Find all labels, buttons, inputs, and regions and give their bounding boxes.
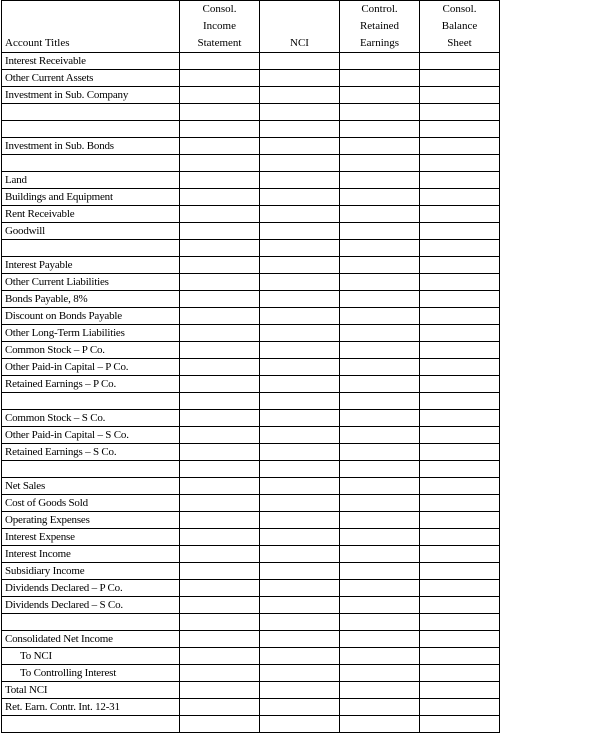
nci-cell[interactable] bbox=[260, 461, 340, 478]
control-retained-earnings-cell[interactable] bbox=[340, 223, 420, 240]
consol-balance-sheet-cell[interactable] bbox=[420, 104, 500, 121]
account-title-cell: Land bbox=[2, 172, 180, 189]
consol-income-statement-cell[interactable] bbox=[180, 546, 260, 563]
consol-balance-sheet-cell[interactable] bbox=[420, 529, 500, 546]
control-retained-earnings-cell[interactable] bbox=[340, 257, 420, 274]
table-row bbox=[2, 359, 500, 376]
control-retained-earnings-cell[interactable] bbox=[340, 104, 420, 121]
consol-balance-sheet-cell[interactable] bbox=[420, 325, 500, 342]
account-title-cell bbox=[2, 240, 180, 257]
control-retained-earnings-cell[interactable] bbox=[340, 716, 420, 733]
consol-income-statement-cell[interactable] bbox=[180, 614, 260, 631]
table-row bbox=[2, 325, 500, 342]
nci-cell[interactable] bbox=[260, 240, 340, 257]
nci-cell[interactable] bbox=[260, 155, 340, 172]
consol-balance-sheet-cell[interactable] bbox=[420, 461, 500, 478]
table-row bbox=[2, 274, 500, 291]
consol-income-statement-cell[interactable] bbox=[180, 172, 260, 189]
table-row bbox=[2, 546, 500, 563]
account-title-cell: Other Current Assets bbox=[2, 70, 180, 87]
nci-cell[interactable] bbox=[260, 563, 340, 580]
column-header-line: Consol. bbox=[442, 3, 477, 15]
consol-balance-sheet-cell[interactable] bbox=[420, 410, 500, 427]
consol-balance-sheet-cell[interactable] bbox=[420, 478, 500, 495]
control-retained-earnings-cell[interactable] bbox=[340, 495, 420, 512]
control-retained-earnings-cell[interactable] bbox=[340, 563, 420, 580]
control-retained-earnings-cell[interactable] bbox=[340, 614, 420, 631]
account-title-cell: Other Long-Term Liabilities bbox=[2, 325, 180, 342]
column-header-line: Income bbox=[203, 20, 236, 32]
nci-cell[interactable] bbox=[260, 87, 340, 104]
nci-cell[interactable] bbox=[260, 495, 340, 512]
table-row bbox=[2, 393, 500, 410]
control-retained-earnings-cell[interactable] bbox=[340, 478, 420, 495]
account-title-cell: Dividends Declared – S Co. bbox=[2, 597, 180, 614]
consol-balance-sheet-cell[interactable] bbox=[420, 240, 500, 257]
column-header-line: Statement bbox=[197, 37, 242, 49]
account-title-cell: Dividends Declared – P Co. bbox=[2, 580, 180, 597]
nci-cell[interactable] bbox=[260, 274, 340, 291]
control-retained-earnings-cell[interactable] bbox=[340, 682, 420, 699]
table-row bbox=[2, 70, 500, 87]
consol-balance-sheet-cell[interactable] bbox=[420, 342, 500, 359]
table-row bbox=[2, 87, 500, 104]
control-retained-earnings-cell[interactable] bbox=[340, 648, 420, 665]
table-row bbox=[2, 376, 500, 393]
nci-cell[interactable] bbox=[260, 291, 340, 308]
nci-cell[interactable] bbox=[260, 70, 340, 87]
consol-balance-sheet-cell[interactable] bbox=[420, 172, 500, 189]
account-title-cell: Interest Income bbox=[2, 546, 180, 563]
account-title-cell: Consolidated Net Income bbox=[2, 631, 180, 648]
table-row bbox=[2, 580, 500, 597]
account-title-cell: Ret. Earn. Contr. Int. 12-31 bbox=[2, 699, 180, 716]
consol-income-statement-cell[interactable] bbox=[180, 53, 260, 70]
control-retained-earnings-cell[interactable] bbox=[340, 206, 420, 223]
consol-balance-sheet-cell[interactable] bbox=[420, 427, 500, 444]
consol-income-statement-cell[interactable] bbox=[180, 206, 260, 223]
consol-income-statement-cell[interactable] bbox=[180, 478, 260, 495]
table-row bbox=[2, 189, 500, 206]
account-title-cell: Common Stock – S Co. bbox=[2, 410, 180, 427]
control-retained-earnings-cell[interactable] bbox=[340, 274, 420, 291]
header-row bbox=[2, 1, 500, 53]
consol-income-statement-cell[interactable] bbox=[180, 342, 260, 359]
nci-cell[interactable] bbox=[260, 699, 340, 716]
control-retained-earnings-cell[interactable] bbox=[340, 172, 420, 189]
consol-balance-sheet-cell[interactable] bbox=[420, 189, 500, 206]
nci-cell[interactable] bbox=[260, 410, 340, 427]
consol-balance-sheet-cell[interactable] bbox=[420, 631, 500, 648]
nci-cell[interactable] bbox=[260, 376, 340, 393]
table-row bbox=[2, 155, 500, 172]
table-row bbox=[2, 121, 500, 138]
account-title-cell: Goodwill bbox=[2, 223, 180, 240]
nci-cell[interactable] bbox=[260, 53, 340, 70]
table-row bbox=[2, 529, 500, 546]
control-retained-earnings-cell[interactable] bbox=[340, 427, 420, 444]
consol-balance-sheet-cell[interactable] bbox=[420, 206, 500, 223]
consol-income-statement-cell[interactable] bbox=[180, 563, 260, 580]
column-header-consol-income-statement bbox=[180, 1, 260, 53]
account-title-cell: Total NCI bbox=[2, 682, 180, 699]
consol-balance-sheet-cell[interactable] bbox=[420, 87, 500, 104]
account-title-cell: Investment in Sub. Company bbox=[2, 87, 180, 104]
table-row bbox=[2, 512, 500, 529]
column-header-line: Balance bbox=[441, 20, 478, 32]
nci-cell[interactable] bbox=[260, 138, 340, 155]
column-header-account-titles: Account Titles bbox=[2, 1, 180, 53]
nci-cell[interactable] bbox=[260, 631, 340, 648]
consol-income-statement-cell[interactable] bbox=[180, 444, 260, 461]
consol-balance-sheet-cell[interactable] bbox=[420, 308, 500, 325]
consol-income-statement-cell[interactable] bbox=[180, 257, 260, 274]
nci-cell[interactable] bbox=[260, 223, 340, 240]
consol-income-statement-cell[interactable] bbox=[180, 512, 260, 529]
table-row bbox=[2, 257, 500, 274]
account-title-cell: Other Paid-in Capital – S Co. bbox=[2, 427, 180, 444]
consol-income-statement-cell[interactable] bbox=[180, 393, 260, 410]
consol-balance-sheet-cell[interactable] bbox=[420, 699, 500, 716]
nci-cell[interactable] bbox=[260, 597, 340, 614]
control-retained-earnings-cell[interactable] bbox=[340, 529, 420, 546]
control-retained-earnings-cell[interactable] bbox=[340, 291, 420, 308]
consol-income-statement-cell[interactable] bbox=[180, 699, 260, 716]
account-title-cell: Net Sales bbox=[2, 478, 180, 495]
consol-balance-sheet-cell[interactable] bbox=[420, 223, 500, 240]
consol-balance-sheet-cell[interactable] bbox=[420, 614, 500, 631]
control-retained-earnings-cell[interactable] bbox=[340, 461, 420, 478]
nci-cell[interactable] bbox=[260, 614, 340, 631]
table-row bbox=[2, 699, 500, 716]
table-row bbox=[2, 478, 500, 495]
consol-income-statement-cell[interactable] bbox=[180, 70, 260, 87]
nci-cell[interactable] bbox=[260, 427, 340, 444]
account-title-cell: Other Current Liabilities bbox=[2, 274, 180, 291]
table-row bbox=[2, 53, 500, 70]
consol-income-statement-cell[interactable] bbox=[180, 648, 260, 665]
table-row bbox=[2, 206, 500, 223]
account-title-cell: Retained Earnings – S Co. bbox=[2, 444, 180, 461]
consol-income-statement-cell[interactable] bbox=[180, 359, 260, 376]
account-title-cell: Cost of Goods Sold bbox=[2, 495, 180, 512]
control-retained-earnings-cell[interactable] bbox=[340, 70, 420, 87]
consol-income-statement-cell[interactable] bbox=[180, 223, 260, 240]
control-retained-earnings-cell[interactable] bbox=[340, 189, 420, 206]
nci-cell[interactable] bbox=[260, 512, 340, 529]
account-title-cell bbox=[2, 461, 180, 478]
table-row bbox=[2, 631, 500, 648]
column-header-line: Consol. bbox=[202, 3, 237, 15]
table-row bbox=[2, 665, 500, 682]
nci-cell[interactable] bbox=[260, 342, 340, 359]
consol-income-statement-cell[interactable] bbox=[180, 597, 260, 614]
table-row bbox=[2, 444, 500, 461]
nci-cell[interactable] bbox=[260, 716, 340, 733]
table-row bbox=[2, 614, 500, 631]
consol-balance-sheet-cell[interactable] bbox=[420, 546, 500, 563]
control-retained-earnings-cell[interactable] bbox=[340, 138, 420, 155]
nci-cell[interactable] bbox=[260, 648, 340, 665]
control-retained-earnings-cell[interactable] bbox=[340, 342, 420, 359]
consol-income-statement-cell[interactable] bbox=[180, 291, 260, 308]
nci-cell[interactable] bbox=[260, 172, 340, 189]
consol-balance-sheet-cell[interactable] bbox=[420, 563, 500, 580]
consol-income-statement-cell[interactable] bbox=[180, 631, 260, 648]
nci-cell[interactable] bbox=[260, 257, 340, 274]
nci-cell[interactable] bbox=[260, 359, 340, 376]
table-row bbox=[2, 427, 500, 444]
control-retained-earnings-cell[interactable] bbox=[340, 444, 420, 461]
consolidation-worksheet bbox=[1, 0, 500, 733]
control-retained-earnings-cell[interactable] bbox=[340, 512, 420, 529]
consol-income-statement-cell[interactable] bbox=[180, 427, 260, 444]
account-title-cell bbox=[2, 614, 180, 631]
control-retained-earnings-cell[interactable] bbox=[340, 665, 420, 682]
table-row bbox=[2, 461, 500, 478]
nci-cell[interactable] bbox=[260, 325, 340, 342]
account-title-cell: Buildings and Equipment bbox=[2, 189, 180, 206]
control-retained-earnings-cell[interactable] bbox=[340, 546, 420, 563]
account-title-cell: Interest Payable bbox=[2, 257, 180, 274]
nci-cell[interactable] bbox=[260, 206, 340, 223]
nci-cell[interactable] bbox=[260, 546, 340, 563]
column-header-line: NCI bbox=[290, 37, 309, 49]
consol-balance-sheet-cell[interactable] bbox=[420, 138, 500, 155]
consol-balance-sheet-cell[interactable] bbox=[420, 512, 500, 529]
table-row bbox=[2, 291, 500, 308]
consol-income-statement-cell[interactable] bbox=[180, 376, 260, 393]
account-title-cell: Bonds Payable, 8% bbox=[2, 291, 180, 308]
account-title-cell: Subsidiary Income bbox=[2, 563, 180, 580]
control-retained-earnings-cell[interactable] bbox=[340, 121, 420, 138]
consol-income-statement-cell[interactable] bbox=[180, 325, 260, 342]
account-title-cell bbox=[2, 155, 180, 172]
control-retained-earnings-cell[interactable] bbox=[340, 87, 420, 104]
table-row bbox=[2, 682, 500, 699]
consol-balance-sheet-cell[interactable] bbox=[420, 665, 500, 682]
consol-balance-sheet-cell[interactable] bbox=[420, 580, 500, 597]
table-row bbox=[2, 308, 500, 325]
nci-cell[interactable] bbox=[260, 682, 340, 699]
table-row bbox=[2, 716, 500, 733]
consol-income-statement-cell[interactable] bbox=[180, 495, 260, 512]
consol-income-statement-cell[interactable] bbox=[180, 461, 260, 478]
consol-balance-sheet-cell[interactable] bbox=[420, 155, 500, 172]
table-row bbox=[2, 342, 500, 359]
consol-income-statement-cell[interactable] bbox=[180, 240, 260, 257]
table-row bbox=[2, 648, 500, 665]
account-title-cell: Retained Earnings – P Co. bbox=[2, 376, 180, 393]
consol-balance-sheet-cell[interactable] bbox=[420, 393, 500, 410]
table-row bbox=[2, 563, 500, 580]
account-title-cell bbox=[2, 716, 180, 733]
consol-income-statement-cell[interactable] bbox=[180, 138, 260, 155]
consol-income-statement-cell[interactable] bbox=[180, 682, 260, 699]
worksheet-body bbox=[2, 53, 500, 733]
control-retained-earnings-cell[interactable] bbox=[340, 376, 420, 393]
nci-cell[interactable] bbox=[260, 665, 340, 682]
table-row bbox=[2, 597, 500, 614]
nci-cell[interactable] bbox=[260, 393, 340, 410]
nci-cell[interactable] bbox=[260, 121, 340, 138]
table-row bbox=[2, 410, 500, 427]
account-title-cell: Common Stock – P Co. bbox=[2, 342, 180, 359]
control-retained-earnings-cell[interactable] bbox=[340, 597, 420, 614]
control-retained-earnings-cell[interactable] bbox=[340, 325, 420, 342]
table-row bbox=[2, 104, 500, 121]
account-title-cell: Discount on Bonds Payable bbox=[2, 308, 180, 325]
consol-income-statement-cell[interactable] bbox=[180, 580, 260, 597]
table-row bbox=[2, 223, 500, 240]
account-title-cell: To NCI bbox=[2, 648, 180, 665]
control-retained-earnings-cell[interactable] bbox=[340, 631, 420, 648]
consol-balance-sheet-cell[interactable] bbox=[420, 291, 500, 308]
nci-cell[interactable] bbox=[260, 104, 340, 121]
nci-cell[interactable] bbox=[260, 478, 340, 495]
consol-income-statement-cell[interactable] bbox=[180, 87, 260, 104]
column-header-line: Control. bbox=[361, 3, 398, 15]
column-header-line: Earnings bbox=[359, 37, 400, 49]
column-header-line: Sheet bbox=[447, 37, 472, 49]
account-title-cell: Operating Expenses bbox=[2, 512, 180, 529]
account-title-cell bbox=[2, 121, 180, 138]
nci-cell[interactable] bbox=[260, 308, 340, 325]
consol-balance-sheet-cell[interactable] bbox=[420, 274, 500, 291]
consol-income-statement-cell[interactable] bbox=[180, 308, 260, 325]
account-title-cell: Investment in Sub. Bonds bbox=[2, 138, 180, 155]
table-row bbox=[2, 138, 500, 155]
consol-balance-sheet-cell[interactable] bbox=[420, 70, 500, 87]
control-retained-earnings-cell[interactable] bbox=[340, 699, 420, 716]
account-title-cell: To Controlling Interest bbox=[2, 665, 180, 682]
consol-income-statement-cell[interactable] bbox=[180, 410, 260, 427]
consol-income-statement-cell[interactable] bbox=[180, 665, 260, 682]
account-title-cell: Interest Receivable bbox=[2, 53, 180, 70]
column-header-line: Retained bbox=[359, 20, 400, 32]
account-title-cell bbox=[2, 104, 180, 121]
consol-balance-sheet-cell[interactable] bbox=[420, 257, 500, 274]
control-retained-earnings-cell[interactable] bbox=[340, 393, 420, 410]
column-header-control-retained-earnings bbox=[340, 1, 420, 53]
control-retained-earnings-cell[interactable] bbox=[340, 580, 420, 597]
table-row bbox=[2, 172, 500, 189]
consol-balance-sheet-cell[interactable] bbox=[420, 53, 500, 70]
consol-income-statement-cell[interactable] bbox=[180, 189, 260, 206]
account-title-cell: Interest Expense bbox=[2, 529, 180, 546]
consol-income-statement-cell[interactable] bbox=[180, 155, 260, 172]
nci-cell[interactable] bbox=[260, 580, 340, 597]
table-row bbox=[2, 240, 500, 257]
consol-income-statement-cell[interactable] bbox=[180, 121, 260, 138]
control-retained-earnings-cell[interactable] bbox=[340, 308, 420, 325]
table-row bbox=[2, 495, 500, 512]
control-retained-earnings-cell[interactable] bbox=[340, 53, 420, 70]
consol-balance-sheet-cell[interactable] bbox=[420, 648, 500, 665]
nci-cell[interactable] bbox=[260, 444, 340, 461]
nci-cell[interactable] bbox=[260, 189, 340, 206]
account-title-cell bbox=[2, 393, 180, 410]
consol-balance-sheet-cell[interactable] bbox=[420, 716, 500, 733]
consol-balance-sheet-cell[interactable] bbox=[420, 376, 500, 393]
control-retained-earnings-cell[interactable] bbox=[340, 410, 420, 427]
consol-balance-sheet-cell[interactable] bbox=[420, 495, 500, 512]
nci-cell[interactable] bbox=[260, 529, 340, 546]
column-header-consol-balance-sheet bbox=[420, 1, 500, 53]
control-retained-earnings-cell[interactable] bbox=[340, 359, 420, 376]
consol-balance-sheet-cell[interactable] bbox=[420, 444, 500, 461]
consol-balance-sheet-cell[interactable] bbox=[420, 597, 500, 614]
consol-income-statement-cell[interactable] bbox=[180, 104, 260, 121]
account-title-cell: Rent Receivable bbox=[2, 206, 180, 223]
consol-balance-sheet-cell[interactable] bbox=[420, 359, 500, 376]
account-title-cell: Other Paid-in Capital – P Co. bbox=[2, 359, 180, 376]
consol-balance-sheet-cell[interactable] bbox=[420, 682, 500, 699]
column-header-nci bbox=[260, 1, 340, 53]
consol-income-statement-cell[interactable] bbox=[180, 529, 260, 546]
consol-balance-sheet-cell[interactable] bbox=[420, 121, 500, 138]
control-retained-earnings-cell[interactable] bbox=[340, 240, 420, 257]
consol-income-statement-cell[interactable] bbox=[180, 716, 260, 733]
consol-income-statement-cell[interactable] bbox=[180, 274, 260, 291]
control-retained-earnings-cell[interactable] bbox=[340, 155, 420, 172]
